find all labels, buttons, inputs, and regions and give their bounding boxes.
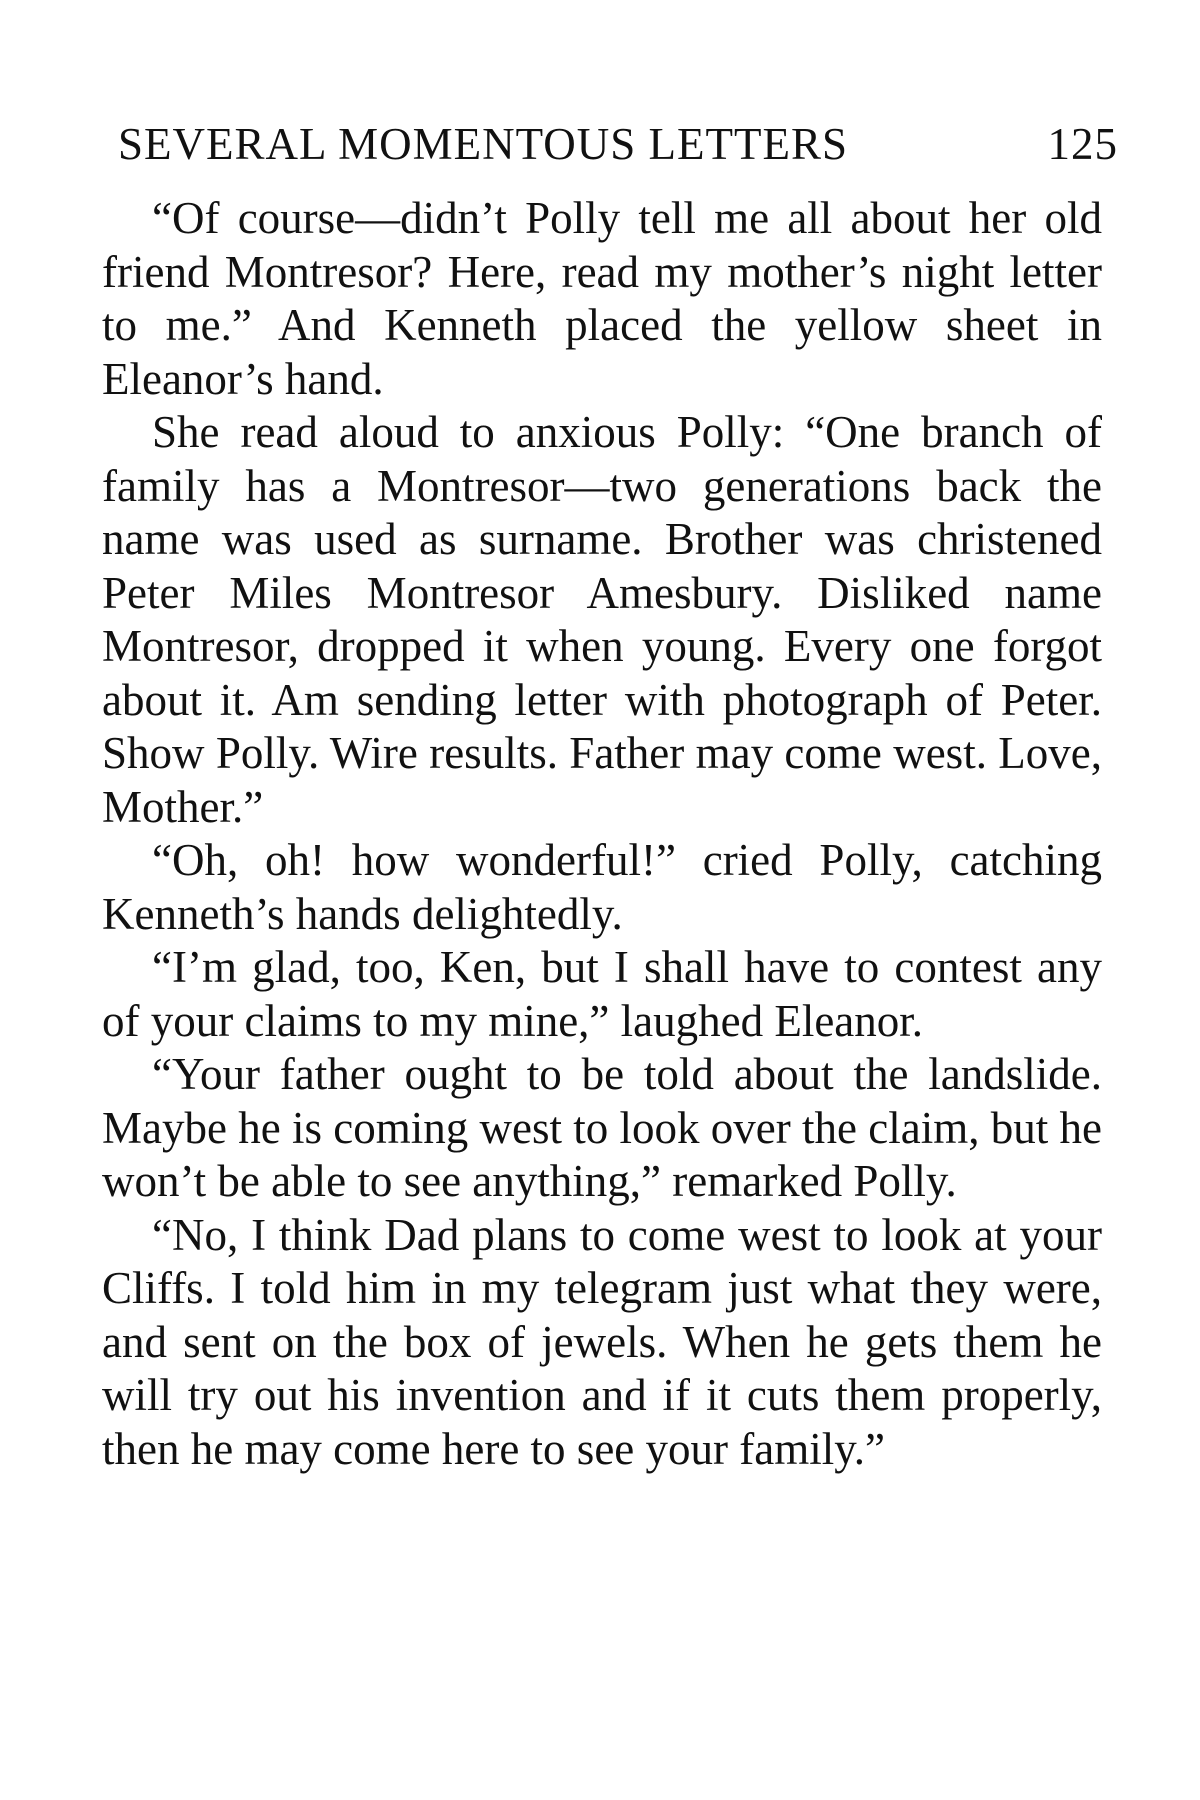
paragraph: “I’m glad, too, Ken, but I shall have to contest any of your claims to my mine,” laughed Eleanor. — [102, 942, 1102, 1046]
page-number: 125 — [1047, 119, 1118, 169]
paragraph: “Your father ought to be told about the landslide. Maybe he is coming west to look over the claim, but he won’t be able to see anything,” remarked Polly. — [102, 1049, 1102, 1206]
body-text — [102, 192, 1102, 1476]
paragraph: “Of course—didn’t Polly tell me all about her old friend Montresor? Here, read my mother’s night letter to me.” And Kenneth placed the yellow sheet in Eleanor’s hand. — [102, 193, 1102, 404]
running-head — [118, 118, 1118, 178]
paragraph: She read aloud to anxious Polly: “One branch of family has a Montresor—two generations back the name was used as surname. Brother was christened Peter Miles Montresor Amesbury. Disliked name Montresor, dropped it when young. Every one forgot about it. Am sending letter with photograph of Peter. Show Polly. Wire results. Father may come west. Love, Mother.” — [102, 407, 1102, 832]
paragraph: “Oh, oh! how wonderful!” cried Polly, catching Kenneth’s hands delightedly. — [102, 835, 1102, 939]
paragraph: “No, I think Dad plans to come west to look at your Cliffs. I told him in my telegram just what they were, and sent on the box of jewels. When he gets them he will try out his invention and if it cuts them properly, then he may come here to see your family.” — [102, 1209, 1102, 1474]
running-title: SEVERAL MOMENTOUS LETTERS — [118, 119, 849, 169]
